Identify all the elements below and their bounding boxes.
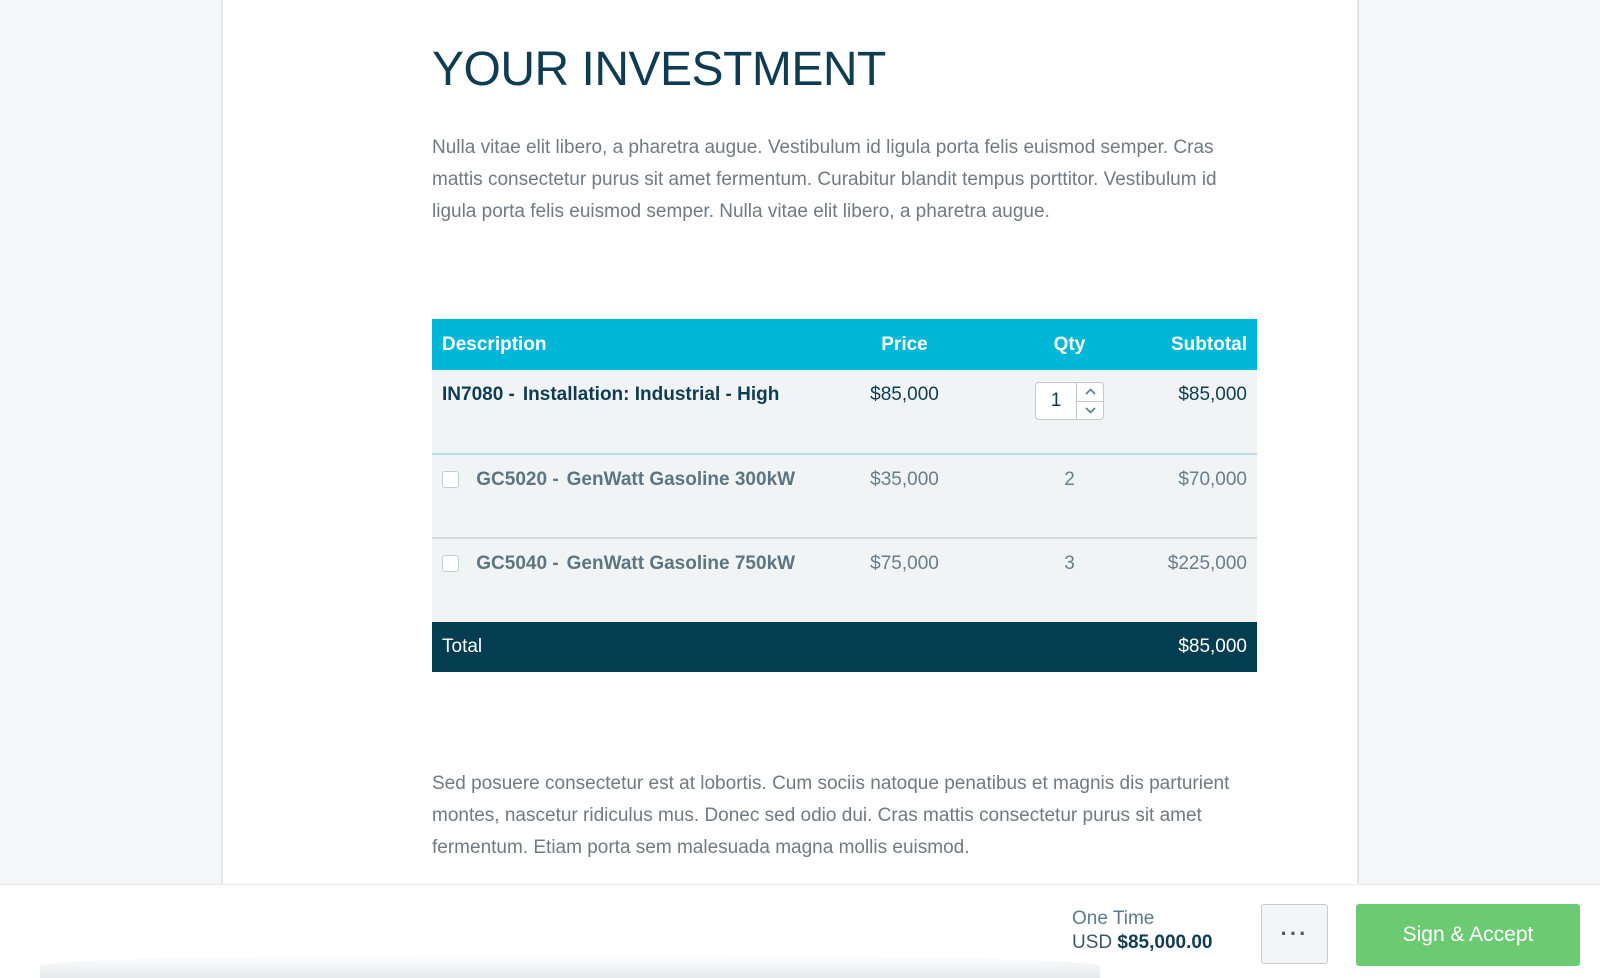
payment-frequency: One Time xyxy=(1072,908,1155,929)
page-title: YOUR INVESTMENT xyxy=(432,43,886,96)
product-name: GenWatt Gasoline 300kW xyxy=(566,469,796,490)
price-total-line xyxy=(1072,931,1213,955)
pricing-table xyxy=(432,319,1257,672)
quantity-stepper xyxy=(1035,382,1104,420)
proposal-page xyxy=(221,0,1359,977)
total-value: $85,000 xyxy=(1152,622,1257,672)
total-amount: $85,000.00 xyxy=(1117,932,1213,953)
sign-accept-button[interactable]: Sign & Accept xyxy=(1356,904,1580,966)
row-description xyxy=(432,454,822,538)
header-subtotal: Subtotal xyxy=(1152,319,1257,370)
row-price: $35,000 xyxy=(822,454,987,538)
more-options-button[interactable] xyxy=(1261,904,1328,964)
product-code: GC5040 - xyxy=(476,553,559,574)
table-row xyxy=(432,538,1257,622)
chevron-down-icon[interactable] xyxy=(1077,401,1103,420)
product-code: IN7080 - xyxy=(442,384,515,405)
intro-paragraph: Nulla vitae elit libero, a pharetra augue. Vestibulum id ligula porta felis euismod semper. Cras mattis consectetur purus sit amet fermentum. Curabitur blandit tempus porttitor. Vestibulum id ligula porta felis euismod semper. Nulla vitae elit libero, a pharetra augue. xyxy=(432,137,1217,222)
row-price: $75,000 xyxy=(822,538,987,622)
footer-shadow xyxy=(40,954,1100,978)
product-name: Installation: Industrial - High xyxy=(522,384,780,405)
total-row xyxy=(432,622,1257,672)
price-summary xyxy=(1072,907,1213,955)
quantity-input[interactable] xyxy=(1036,383,1076,419)
table-header-row xyxy=(432,319,1257,370)
row-description xyxy=(432,370,822,454)
row-subtotal: $225,000 xyxy=(1152,538,1257,622)
outro-paragraph: Sed posuere consectetur est at lobortis. Cum sociis natoque penatibus et magnis dis parturient montes, nascetur ridiculus mus. Donec sed odio dui. Cras mattis consectetur purus sit amet fermentum. Etiam porta sem malesuada magna mollis euismod. xyxy=(432,773,1230,858)
action-footer xyxy=(0,884,1600,978)
optional-item-checkbox[interactable] xyxy=(442,471,459,488)
total-label: Total xyxy=(432,622,1152,672)
row-price: $85,000 xyxy=(822,370,987,454)
row-description xyxy=(432,538,822,622)
stepper-arrows xyxy=(1076,383,1103,419)
currency-code: USD xyxy=(1072,932,1113,953)
row-qty: 2 xyxy=(987,454,1152,538)
header-description: Description xyxy=(432,319,822,370)
product-code: GC5020 - xyxy=(476,469,559,490)
row-subtotal: $70,000 xyxy=(1152,454,1257,538)
row-qty xyxy=(987,370,1152,454)
table-row xyxy=(432,454,1257,538)
product-name: GenWatt Gasoline 750kW xyxy=(566,553,796,574)
optional-item-checkbox[interactable] xyxy=(442,555,459,572)
chevron-up-icon[interactable] xyxy=(1077,383,1103,401)
header-price: Price xyxy=(822,319,987,370)
ellipsis-icon: ··· xyxy=(1280,921,1309,946)
table-row xyxy=(432,370,1257,454)
row-qty: 3 xyxy=(987,538,1152,622)
row-subtotal: $85,000 xyxy=(1152,370,1257,454)
header-qty: Qty xyxy=(987,319,1152,370)
